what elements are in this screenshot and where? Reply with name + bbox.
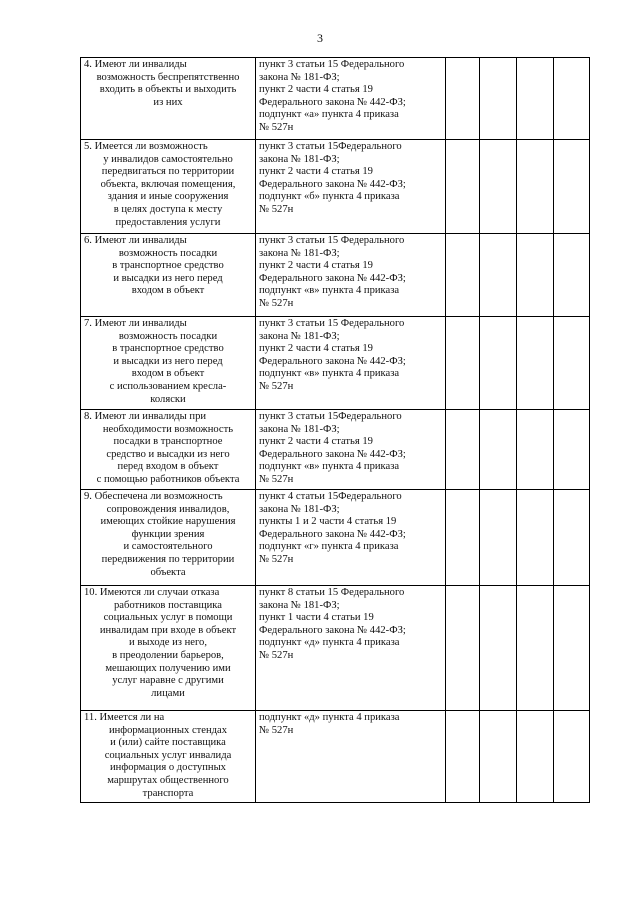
answer-cell bbox=[517, 140, 554, 234]
answer-cell bbox=[446, 711, 480, 803]
reference-line: закона № 181-ФЗ; bbox=[259, 330, 340, 342]
checklist-table bbox=[80, 57, 590, 803]
answer-cell bbox=[554, 490, 590, 586]
reference-line: пункт 1 части 4 статьи 19 bbox=[259, 612, 374, 624]
question-line: у инвалидов самостоятельно bbox=[103, 153, 233, 165]
question-line: лицами bbox=[151, 687, 185, 699]
reference-line: закона № 181-ФЗ; bbox=[259, 423, 340, 435]
answer-cell bbox=[554, 586, 590, 711]
reference-line: подпункт «г» пункта 4 приказа bbox=[259, 541, 399, 553]
reference-line: Федерального закона № 442-ФЗ; bbox=[259, 448, 406, 460]
question-cell bbox=[81, 410, 256, 490]
answer-cell bbox=[480, 58, 517, 140]
question-line: и высадки из него перед bbox=[113, 355, 223, 367]
answer-cell bbox=[446, 586, 480, 711]
question-line: в целях доступа к месту bbox=[113, 203, 223, 215]
reference-line: пункт 3 статьи 15 Федерального bbox=[259, 235, 405, 246]
question-line: 7. Имеют ли инвалиды bbox=[84, 318, 187, 329]
question-line: работников поставщика bbox=[114, 599, 222, 611]
table-row bbox=[81, 140, 590, 234]
reference-line: пункт 2 части 4 статья 19 bbox=[259, 166, 373, 178]
question-line: 9. Обеспечена ли возможность bbox=[84, 491, 223, 502]
reference-cell bbox=[256, 58, 446, 140]
question-line: и высадки из него перед bbox=[113, 272, 223, 284]
question-line: 10. Имеются ли случаи отказа bbox=[84, 587, 220, 598]
table-row bbox=[81, 58, 590, 140]
reference-line: закона № 181-ФЗ; bbox=[259, 503, 340, 515]
question-line: передвигаться по территории bbox=[101, 166, 235, 178]
reference-line: подпункт «в» пункта 4 приказа bbox=[259, 461, 400, 473]
answer-cell bbox=[480, 234, 517, 317]
question-line: возможность посадки bbox=[118, 247, 218, 259]
answer-cell bbox=[554, 410, 590, 490]
reference-line: Федерального закона № 442-ФЗ; bbox=[259, 178, 406, 190]
question-line: передвижения по территории bbox=[101, 553, 235, 565]
reference-cell bbox=[256, 586, 446, 711]
page-number: 3 bbox=[317, 31, 323, 45]
reference-cell bbox=[256, 234, 446, 317]
question-line: информация о доступных bbox=[110, 762, 226, 774]
question-cell bbox=[81, 58, 256, 140]
question-line: средство и высадки из него bbox=[106, 448, 230, 460]
reference-cell bbox=[256, 140, 446, 234]
question-line: входом в объект bbox=[131, 368, 205, 380]
reference-line: № 527н bbox=[259, 297, 294, 309]
question-line: 4. Имеют ли инвалиды bbox=[84, 59, 187, 70]
table-row bbox=[81, 317, 590, 410]
answer-cell bbox=[446, 410, 480, 490]
answer-cell bbox=[480, 410, 517, 490]
reference-line: подпункт «д» пункта 4 приказа bbox=[259, 712, 400, 723]
question-line: в транспортное средство bbox=[112, 260, 224, 272]
reference-line: подпункт «б» пункта 4 приказа bbox=[259, 191, 400, 203]
reference-line: подпункт «д» пункта 4 приказа bbox=[259, 637, 400, 649]
question-line: посадки в транспортное bbox=[113, 436, 223, 448]
answer-cell bbox=[517, 317, 554, 410]
question-line: входом в объект bbox=[131, 285, 205, 297]
reference-line: № 527н bbox=[259, 553, 294, 565]
reference-line: пункт 3 статьи 15 Федерального bbox=[259, 318, 405, 329]
question-line: в транспортное средство bbox=[112, 343, 224, 355]
reference-line: закона № 181-ФЗ; bbox=[259, 247, 340, 259]
answer-cell bbox=[517, 711, 554, 803]
reference-line: пункт 2 части 4 статья 19 bbox=[259, 84, 373, 96]
reference-line: № 527н bbox=[259, 724, 294, 736]
reference-line: пункт 4 статьи 15Федерального bbox=[259, 491, 402, 502]
question-line: с использованием кресла- bbox=[109, 380, 227, 392]
reference-cell bbox=[256, 711, 446, 803]
reference-line: подпункт «в» пункта 4 приказа bbox=[259, 368, 400, 380]
reference-line: № 527н bbox=[259, 649, 294, 661]
question-cell bbox=[81, 490, 256, 586]
answer-cell bbox=[446, 58, 480, 140]
question-line: предоставления услуги bbox=[115, 216, 221, 228]
question-line: в преодолении барьеров, bbox=[112, 649, 224, 661]
question-line: перед входом в объект bbox=[117, 461, 219, 473]
question-line: функции зрения bbox=[131, 528, 205, 540]
question-line: здания и иные сооружения bbox=[107, 191, 229, 203]
answer-cell bbox=[480, 317, 517, 410]
answer-cell bbox=[480, 586, 517, 711]
reference-line: закона № 181-ФЗ; bbox=[259, 599, 340, 611]
answer-cell bbox=[517, 586, 554, 711]
question-cell bbox=[81, 234, 256, 317]
reference-line: пункт 3 статьи 15 Федерального bbox=[259, 59, 405, 70]
answer-cell bbox=[517, 58, 554, 140]
question-cell bbox=[81, 140, 256, 234]
answer-cell bbox=[446, 234, 480, 317]
reference-line: пункт 3 статьи 15Федерального bbox=[259, 141, 402, 152]
question-line: и (или) сайте поставщика bbox=[110, 737, 226, 749]
reference-line: пункт 2 части 4 статья 19 bbox=[259, 260, 373, 272]
reference-line: № 527н bbox=[259, 380, 294, 392]
question-line: услуг наравне с другими bbox=[112, 675, 224, 687]
question-cell bbox=[81, 711, 256, 803]
answer-cell bbox=[554, 140, 590, 234]
question-line: 8. Имеют ли инвалиды при bbox=[84, 411, 207, 422]
question-line: 6. Имеют ли инвалиды bbox=[84, 235, 187, 246]
answer-cell bbox=[554, 711, 590, 803]
question-line: 11. Имеется ли на bbox=[84, 712, 165, 723]
answer-cell bbox=[480, 140, 517, 234]
answer-cell bbox=[517, 490, 554, 586]
reference-line: № 527н bbox=[259, 203, 294, 215]
reference-line: № 527н bbox=[259, 121, 294, 133]
answer-cell bbox=[480, 490, 517, 586]
question-line: коляски bbox=[150, 393, 186, 405]
question-line: имеющих стойкие нарушения bbox=[100, 516, 236, 528]
question-cell bbox=[81, 586, 256, 711]
reference-line: подпункт «в» пункта 4 приказа bbox=[259, 285, 400, 297]
reference-line: Федерального закона № 442-ФЗ; bbox=[259, 528, 406, 540]
table-row bbox=[81, 711, 590, 803]
question-line: с помощью работников объекта bbox=[96, 473, 240, 485]
question-line: социальных услуг инвалида bbox=[104, 749, 232, 761]
table-row bbox=[81, 586, 590, 711]
answer-cell bbox=[554, 234, 590, 317]
question-line: 5. Имеется ли возможность bbox=[84, 141, 208, 152]
answer-cell bbox=[480, 711, 517, 803]
table-row bbox=[81, 410, 590, 490]
answer-cell bbox=[554, 58, 590, 140]
answer-cell bbox=[446, 317, 480, 410]
question-line: из них bbox=[153, 96, 183, 108]
reference-line: подпункт «а» пункта 4 приказа bbox=[259, 109, 399, 121]
reference-line: пункт 3 статьи 15Федерального bbox=[259, 411, 402, 422]
table-row bbox=[81, 234, 590, 317]
reference-cell bbox=[256, 317, 446, 410]
question-line: маршрутах общественного bbox=[107, 774, 229, 786]
reference-cell bbox=[256, 490, 446, 586]
question-cell bbox=[81, 317, 256, 410]
reference-line: закона № 181-ФЗ; bbox=[259, 153, 340, 165]
answer-cell bbox=[517, 234, 554, 317]
question-line: и самостоятельного bbox=[123, 541, 213, 553]
reference-line: пункт 8 статьи 15 Федерального bbox=[259, 587, 405, 598]
question-line: сопровождения инвалидов, bbox=[106, 503, 230, 515]
question-line: необходимости возможность bbox=[102, 423, 234, 435]
reference-line: Федерального закона № 442-ФЗ; bbox=[259, 272, 406, 284]
question-line: мешающих получению ими bbox=[105, 662, 231, 674]
question-line: инвалидам при входе в объект bbox=[99, 624, 237, 636]
reference-line: Федерального закона № 442-ФЗ; bbox=[259, 96, 406, 108]
question-line: объекта, включая помещения, bbox=[100, 178, 236, 190]
question-line: транспорта bbox=[142, 787, 194, 799]
reference-line: пункт 2 части 4 статья 19 bbox=[259, 436, 373, 448]
reference-line: № 527н bbox=[259, 473, 294, 485]
reference-line: Федерального закона № 442-ФЗ; bbox=[259, 355, 406, 367]
answer-cell bbox=[446, 490, 480, 586]
reference-cell bbox=[256, 410, 446, 490]
question-line: объекта bbox=[150, 566, 186, 578]
question-line: и выходе из него, bbox=[129, 637, 207, 649]
reference-line: пункты 1 и 2 части 4 статья 19 bbox=[259, 516, 397, 528]
question-line: социальных услуг в помощи bbox=[103, 612, 233, 624]
question-line: входить в объекты и выходить bbox=[99, 84, 237, 96]
reference-line: Федерального закона № 442-ФЗ; bbox=[259, 624, 406, 636]
answer-cell bbox=[517, 410, 554, 490]
answer-cell bbox=[446, 140, 480, 234]
reference-line: закона № 181-ФЗ; bbox=[259, 71, 340, 83]
reference-line: пункт 2 части 4 статья 19 bbox=[259, 343, 373, 355]
question-line: информационных стендах bbox=[108, 724, 228, 736]
question-line: возможность посадки bbox=[118, 330, 218, 342]
table-row bbox=[81, 490, 590, 586]
answer-cell bbox=[554, 317, 590, 410]
question-line: возможность беспрепятственно bbox=[96, 71, 240, 83]
